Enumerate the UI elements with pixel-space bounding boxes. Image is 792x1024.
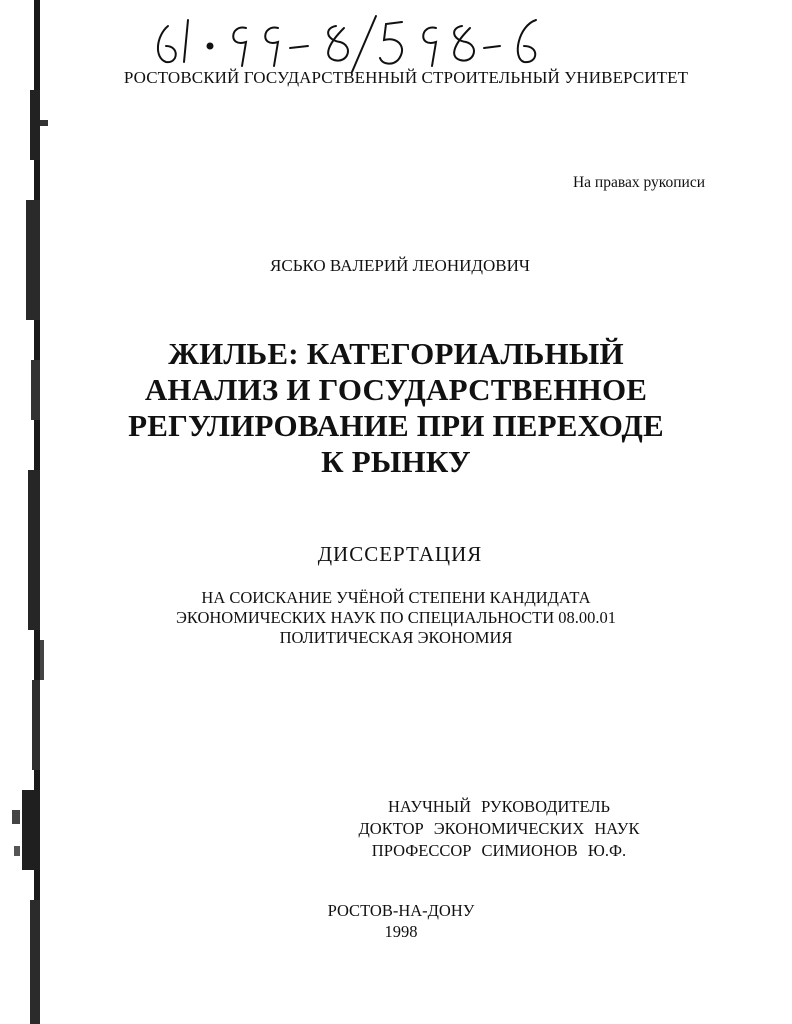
handwritten-archive-code (150, 6, 550, 76)
supervisor-block (334, 796, 664, 862)
title-line: РЕГУЛИРОВАНИЕ ПРИ ПЕРЕХОДЕ (128, 408, 664, 443)
university-name: РОСТОВСКИЙ ГОСУДАРСТВЕННЫЙ СТРОИТЕЛЬНЫЙ УНИВЕРСИТЕТ (123, 68, 689, 87)
supervisor-line: ДОКТОР ЭКОНОМИЧЕСКИХ НАУК (358, 819, 640, 838)
degree-line: НА СОИСКАНИЕ УЧЁНОЙ СТЕПЕНИ КАНДИДАТА (201, 588, 591, 607)
degree-line: ЭКОНОМИЧЕСКИХ НАУК ПО СПЕЦИАЛЬНОСТИ 08.00.01 (175, 608, 617, 627)
degree-line: ПОЛИТИЧЕСКАЯ ЭКОНОМИЯ (279, 628, 513, 647)
dissertation-title (0, 336, 792, 480)
handwritten-code-drawing (150, 6, 550, 76)
year: 1998 (384, 922, 418, 941)
title-line: ЖИЛЬЕ: КАТЕГОРИАЛЬНЫЙ (168, 336, 624, 371)
supervisor-line: НАУЧНЫЙ РУКОВОДИТЕЛЬ (388, 797, 610, 816)
city-name: РОСТОВ-НА-ДОНУ (327, 901, 475, 920)
supervisor-line: ПРОФЕССОР СИМИОНОВ Ю.Ф. (371, 841, 627, 860)
title-line: АНАЛИЗ И ГОСУДАРСТВЕННОЕ (144, 372, 648, 407)
degree-statement (0, 588, 792, 648)
title-line: К РЫНКУ (321, 444, 471, 479)
place-and-year (308, 900, 494, 942)
author-name: ЯСЬКО ВАЛЕРИЙ ЛЕОНИДОВИЧ (270, 256, 530, 275)
scan-binding-shadow (0, 0, 60, 1024)
document-type-heading: ДИССЕРТАЦИЯ (317, 542, 483, 566)
rights-note: На правах рукописи (572, 174, 705, 191)
